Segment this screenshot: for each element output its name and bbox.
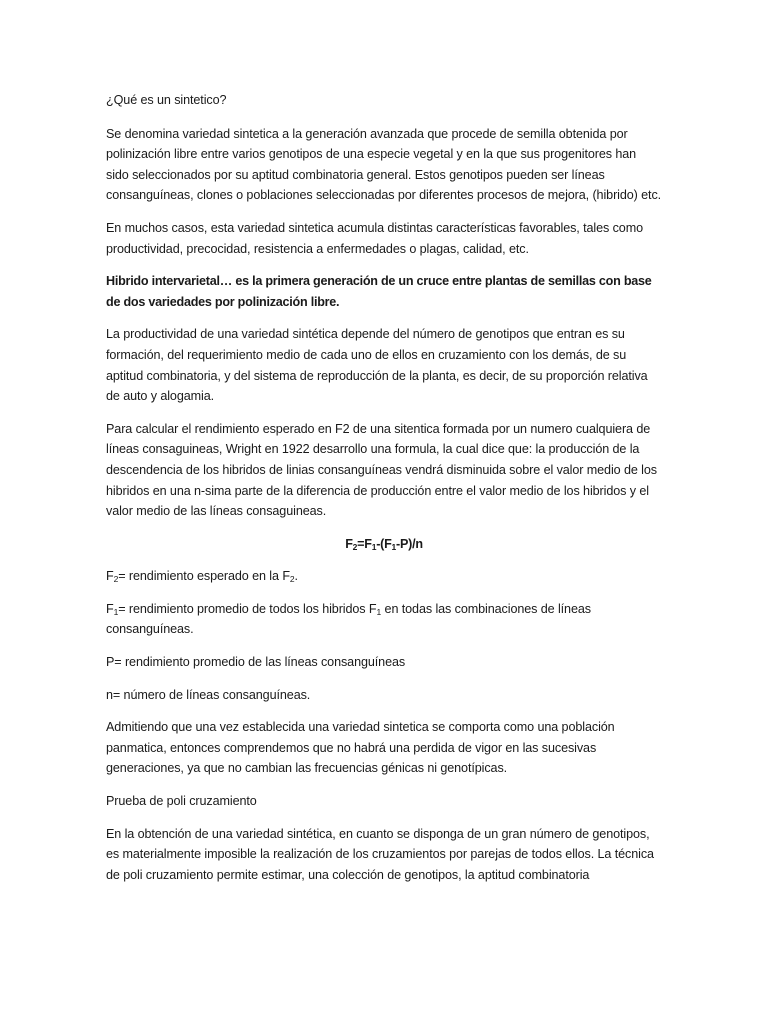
section-heading-poli-cruzamiento: Prueba de poli cruzamiento [106, 794, 257, 809]
definition-f2 [106, 566, 662, 587]
paragraph-definition: Se denomina variedad sintetica a la generación avanzada que procede de semilla obtenida por polinización libre entre varios genotipos de una especie vegetal y en la que sus progenitores han sido seleccionados por su aptitud combinatoria general. Estos genotipos pueden ser líneas consanguíneas, clones o poblaciones seleccionadas por diferentes procesos de mejora, (hibrido) etc. [106, 126, 662, 203]
formula-f1-subscript-a: 1 [371, 541, 377, 552]
document-page [106, 90, 662, 897]
formula-f1-subscript-b: 1 [391, 541, 397, 552]
formula-eq-f1: =F [357, 536, 372, 551]
def-f2-end: . [294, 569, 298, 584]
def-f1-end: en todas las combinaciones de líneas consanguíneas. [106, 601, 591, 637]
paragraph-characteristics: En muchos casos, esta variedad sintetica acumula distintas características favorables, tales como productividad, precocidad, resistencia a enfermedades o plagas, calidad, etc. [106, 220, 643, 256]
paragraph-panmatica: Admitiendo que una vez establecida una variedad sintetica se comporta como una población panmatica, entonces comprendemos que no habrá una perdida de vigor en las sucesivas generaciones, ya que no cambian las frecuencias génicas ni genotípicas. [106, 720, 615, 776]
def-f1-symbol: F [106, 601, 114, 616]
formula-f2 [106, 534, 662, 555]
definition-p: P= rendimiento promedio de las líneas consanguíneas [106, 655, 406, 670]
def-f2-text: = rendimiento esperado en la F [118, 569, 290, 584]
formula-f2-base: F [345, 536, 353, 551]
def-f1-symbol-sub: 1 [113, 606, 119, 617]
paragraph-hibrido-intervarietal: Hibrido intervarietal… es la primera generación de un cruce entre plantas de semillas con base de dos variedades por polinización libre. [106, 274, 652, 309]
def-f1-text-sub: 1 [376, 606, 382, 617]
def-f1-text: = rendimiento promedio de todos los hibridos F [118, 601, 377, 616]
def-f2-text-sub: 2 [289, 574, 295, 585]
def-f2-symbol: F [106, 569, 114, 584]
paragraph-poli-cruzamiento: En la obtención de una variedad sintética, en cuanto se disponga de un gran número de genotipos, es materialmente imposible la realización de los cruzamientos por parejas de todos ellos. La técnica de poli cruzamiento permite estimar, una colección de genotipos, la aptitud combinatoria [106, 826, 654, 882]
paragraph-productividad: La productividad de una variedad sintética depende del número de genotipos que entran es su formación, del requerimiento medio de cada uno de ellos en cruzamiento con los demás, de su aptitud combinatoria, y del sistema de reproducción de la planta, es decir, de su proporción relativa de auto y alogamia. [106, 327, 648, 404]
definition-f1 [106, 599, 662, 640]
formula-paren-open: -(F [376, 536, 392, 551]
section-title-question: ¿Qué es un sintetico? [106, 93, 227, 107]
def-f2-symbol-sub: 2 [113, 574, 119, 585]
formula-f2-subscript: 2 [352, 541, 358, 552]
definition-n: n= número de líneas consanguíneas. [106, 687, 311, 702]
paragraph-wright-formula-intro: Para calcular el rendimiento esperado en F2 de una sitentica formada por un numero cualquiera de líneas consaguineas, Wright en 1922 desarrollo una formula, la cual dice que: la producción de la descendencia de los hibridos de linias consanguíneas vendrá disminuida sobre el valor medio de los hibridos en una n-sima parte de la diferencia de producción entre el valor medio de los hibridos y el valor medio de las líneas consaguineas. [106, 421, 657, 519]
formula-tail: -P)/n [396, 536, 423, 551]
